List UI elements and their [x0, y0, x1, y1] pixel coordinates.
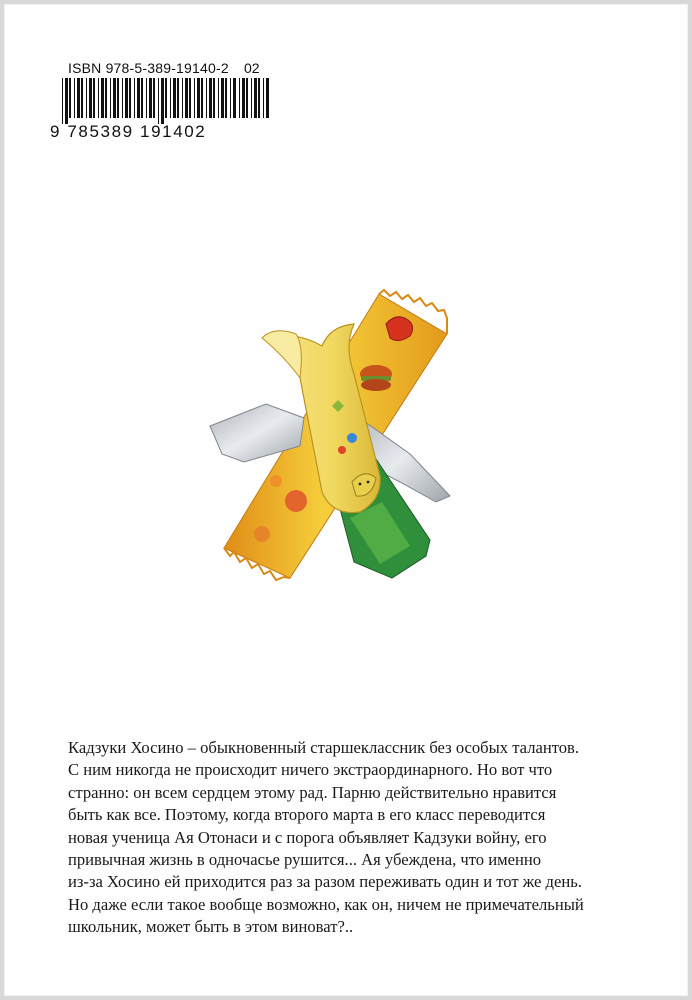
isbn-label: ISBN 978-5-389-19140-2 [68, 60, 229, 76]
blurb-line: из-за Хосино ей приходится раз за разом переживать один и тот же день. [68, 872, 582, 892]
blurb-line: Кадзуки Хосино – обыкновенный старшеклассник без особых талантов. [68, 738, 580, 757]
barcode-digits: 9 785389 191402 [50, 122, 207, 141]
back-cover [4, 4, 688, 996]
back-cover-blurb [68, 737, 648, 939]
blurb-line: школьник, может быть в этом виноват?.. [68, 917, 354, 937]
blurb-line: странно: он всем сердцем этому рад. Парню действительно нравится [68, 782, 557, 802]
crossed-candy-wrappers-illustration [204, 286, 456, 586]
barcode-addon-bars [239, 78, 271, 124]
barcode-bars [62, 78, 238, 124]
blurb-line: Но даже если такое вообще возможно, как он, ничем не примечательный [68, 894, 584, 914]
blurb-line: новая ученица Ая Отонаси и с порога объявляет Кадзуки войну, его [68, 827, 547, 847]
isbn-barcode [50, 56, 290, 146]
addon-code: 02 [244, 60, 260, 76]
blurb-line: С ним никогда не происходит ничего экстраординарного. Но вот что [68, 760, 553, 780]
blurb-line: быть как все. Поэтому, когда второго марта в его класс переводится [68, 805, 546, 825]
blurb-line: привычная жизнь в одночасье рушится... Ая убеждена, что именно [68, 850, 542, 870]
